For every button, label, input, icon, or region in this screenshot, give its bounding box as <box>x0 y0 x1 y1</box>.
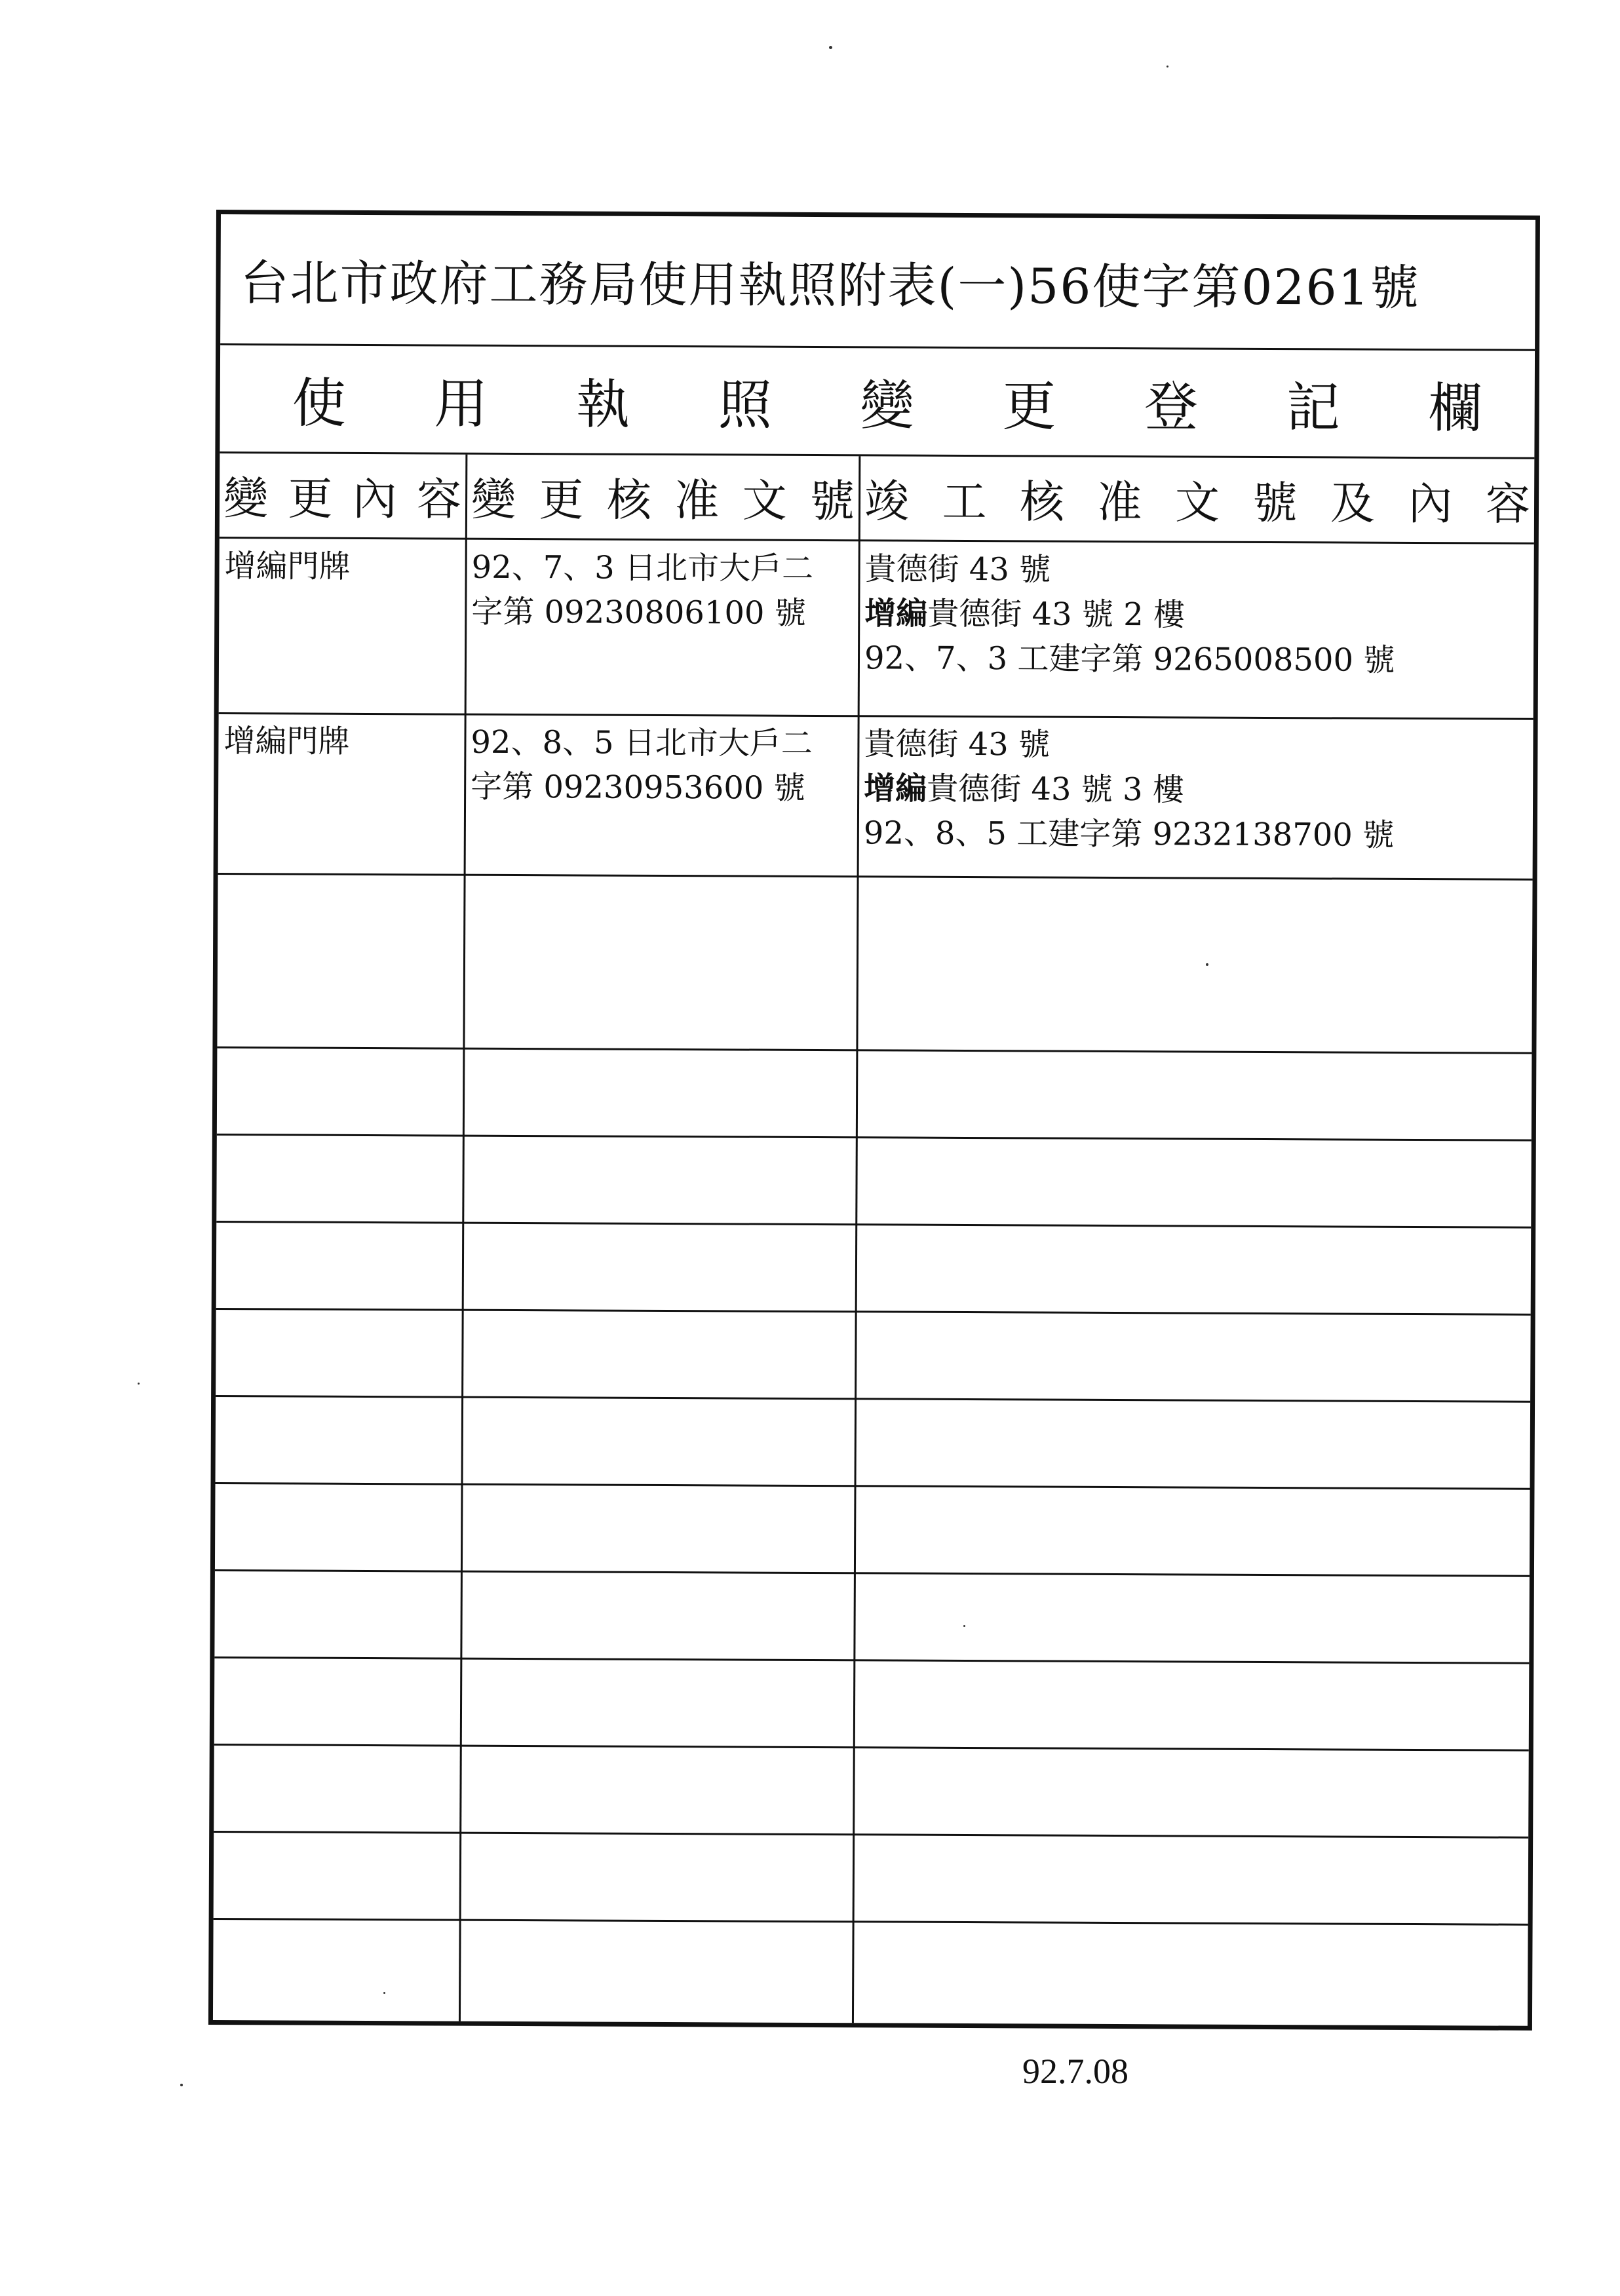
approval-line: 字第 09230806100 號 <box>471 593 806 632</box>
header-char: 工 <box>942 476 987 529</box>
header-char: 更 <box>539 474 584 527</box>
scan-speck <box>1167 66 1168 67</box>
header-char: 竣 <box>864 476 910 528</box>
row-divider <box>214 1918 1528 1926</box>
header-char: 准 <box>1097 476 1142 529</box>
approval-line: 92、7、3 日北市大戶二 <box>471 548 814 587</box>
added-label: 增編 <box>864 770 927 807</box>
header-change-content <box>220 453 466 538</box>
scan-speck <box>829 46 832 49</box>
scan-speck <box>138 1383 140 1385</box>
row1-completion-approval <box>864 546 1395 683</box>
header-char: 核 <box>606 474 652 527</box>
completion-line: 貴德街 43 號 <box>864 550 1051 588</box>
section-title <box>220 345 1535 459</box>
row-divider <box>217 1046 1532 1054</box>
header-char: 內 <box>1408 478 1453 531</box>
row2-change-content: 增編門牌 <box>223 723 350 760</box>
scan-speck <box>1206 963 1208 966</box>
section-title-char: 欄 <box>1428 377 1482 440</box>
header-char: 文 <box>742 475 787 527</box>
section-title-char: 記 <box>1286 376 1341 439</box>
section-title-char: 照 <box>718 373 773 437</box>
header-char: 號 <box>809 475 855 528</box>
section-title-char: 用 <box>434 372 488 436</box>
row-divider <box>219 712 1533 720</box>
form-title: 台北市政府工務局使用執照附表(一)56使字第0261號 <box>220 214 1535 351</box>
section-title-char: 使 <box>292 372 346 435</box>
row1-change-content: 增編門牌 <box>224 548 351 585</box>
completion-line: 92、7、3 工建字第 9265008500 號 <box>864 640 1395 679</box>
section-title-char: 更 <box>1002 375 1056 438</box>
header-char: 文 <box>1174 477 1220 529</box>
header-char: 核 <box>1019 476 1065 529</box>
section-title-char: 執 <box>575 373 630 436</box>
section-title-char: 登 <box>1144 375 1199 439</box>
row2-change-approval <box>471 720 813 811</box>
row-divider <box>216 1395 1530 1403</box>
scan-speck <box>383 1992 385 1994</box>
header-char: 變 <box>223 473 269 526</box>
header-char: 容 <box>1485 478 1531 531</box>
column-divider <box>852 456 860 2023</box>
column-divider <box>459 455 467 2021</box>
header-char: 准 <box>674 475 720 527</box>
header-char: 及 <box>1330 478 1376 530</box>
added-label: 增編 <box>864 595 928 632</box>
header-char: 容 <box>416 474 462 526</box>
row-divider <box>216 1221 1531 1229</box>
row-divider <box>214 1656 1529 1664</box>
row-divider <box>215 1569 1530 1577</box>
header-change-approval-no <box>467 455 859 540</box>
usage-permit-form <box>208 210 1540 2031</box>
completion-line: 92、8、5 工建字第 9232138700 號 <box>863 814 1395 854</box>
header-completion-approval <box>860 456 1535 542</box>
completion-address: 貴德街 43 號 2 樓 <box>927 595 1186 634</box>
row-divider <box>216 1482 1530 1490</box>
approval-line: 92、8、5 日北市大戶二 <box>471 723 813 762</box>
row1-change-approval <box>471 545 813 636</box>
row-divider <box>217 1134 1532 1141</box>
scan-speck <box>963 1625 965 1627</box>
row-divider <box>216 1308 1531 1316</box>
completion-address: 貴德街 43 號 3 樓 <box>927 770 1184 809</box>
row-divider <box>214 1831 1528 1839</box>
completion-line <box>864 766 1395 813</box>
footer-date: 92.7.08 <box>1022 2052 1128 2091</box>
register-table <box>213 453 1534 2026</box>
header-char: 更 <box>288 473 333 526</box>
completion-line <box>864 591 1395 638</box>
row-divider <box>218 873 1533 881</box>
header-char: 變 <box>471 474 516 526</box>
table-header <box>220 453 1535 545</box>
header-char: 內 <box>352 473 397 526</box>
row2-completion-approval <box>864 721 1395 858</box>
section-title-char: 變 <box>860 374 914 438</box>
row-divider <box>214 1744 1529 1751</box>
scan-speck <box>180 2084 183 2086</box>
completion-line: 貴德街 43 號 <box>864 725 1051 763</box>
approval-line: 字第 09230953600 號 <box>471 768 805 807</box>
header-char: 號 <box>1252 477 1298 530</box>
